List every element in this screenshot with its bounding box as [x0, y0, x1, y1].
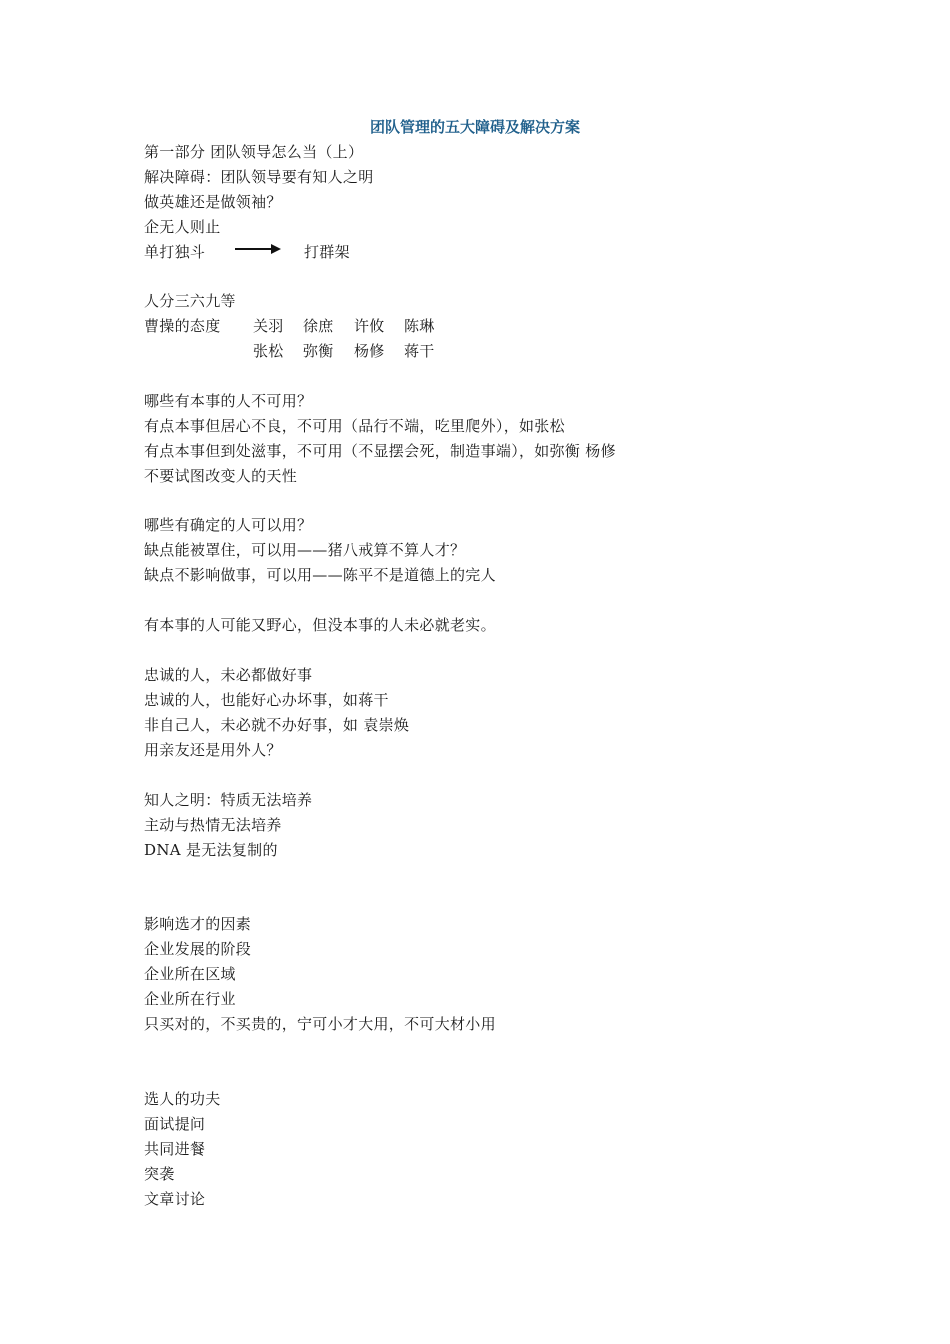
text-line: 有本事的人可能又野心，但没本事的人未必就老实。 — [144, 616, 496, 634]
text-line: 用亲友还是用外人？ — [144, 741, 282, 759]
text-line: 企业所在区域 — [144, 965, 236, 983]
document-title: 团队管理的五大障碍及解决方案 — [369, 118, 580, 136]
text-line: 忠诚的人，也能好心办坏事，如蒋干 — [144, 691, 389, 709]
text-line: 不要试图改变人的天性 — [144, 467, 298, 485]
text-line: DNA 是无法复制的 — [144, 841, 278, 859]
text-line: 突袭 — [144, 1165, 175, 1183]
text-line: 企业发展的阶段 — [144, 940, 252, 958]
text-line: 非自己人，未必就不办好事，如 袁崇焕 — [144, 716, 410, 734]
text-line: 文章讨论 — [144, 1190, 206, 1208]
text-line: 共同进餐 — [144, 1140, 206, 1158]
attitude-name: 弥衡 — [303, 342, 334, 360]
text-line: 企无人则止 — [144, 218, 221, 236]
text-line: 人分三六九等 — [144, 292, 236, 310]
arrow-row-right-text: 打群架 — [304, 243, 350, 261]
text-line: 只买对的，不买贵的，宁可小才大用，不可大材小用 — [144, 1015, 496, 1033]
text-line: 哪些有本事的人不可用？ — [144, 392, 313, 410]
attitude-label: 曹操的态度 — [144, 317, 221, 335]
right-arrow-icon — [235, 243, 281, 255]
text-line: 哪些有确定的人可以用？ — [144, 516, 313, 534]
attitude-name: 杨修 — [354, 342, 385, 360]
text-line: 做英雄还是做领袖？ — [144, 193, 282, 211]
text-line: 企业所在行业 — [144, 990, 236, 1008]
attitude-name: 陈琳 — [404, 317, 435, 335]
text-line: 主动与热情无法培养 — [144, 816, 282, 834]
text-line: 缺点不影响做事，可以用——陈平不是道德上的完人 — [144, 566, 496, 584]
text-line: 缺点能被罩住，可以用——猪八戒算不算人才？ — [144, 541, 466, 559]
text-line: 面试提问 — [144, 1115, 206, 1133]
arrow-row-left-text: 单打独斗 — [144, 243, 206, 261]
attitude-name: 关羽 — [253, 317, 284, 335]
attitude-name: 蒋干 — [404, 342, 435, 360]
section-heading: 第一部分 团队领导怎么当（上） — [144, 143, 364, 161]
attitude-name: 许攸 — [354, 317, 385, 335]
text-line: 有点本事但居心不良，不可用（品行不端，吃里爬外），如张松 — [144, 417, 565, 435]
attitude-name: 徐庶 — [303, 317, 334, 335]
text-line: 影响选才的因素 — [144, 915, 252, 933]
text-line: 知人之明：特质无法培养 — [144, 791, 313, 809]
text-line: 选人的功夫 — [144, 1090, 221, 1108]
text-line: 忠诚的人，未必都做好事 — [144, 666, 313, 684]
attitude-name: 张松 — [253, 342, 284, 360]
text-line: 解决障碍：团队领导要有知人之明 — [144, 168, 374, 186]
text-line: 有点本事但到处滋事，不可用（不显摆会死，制造事端），如弥衡 杨修 — [144, 442, 616, 460]
